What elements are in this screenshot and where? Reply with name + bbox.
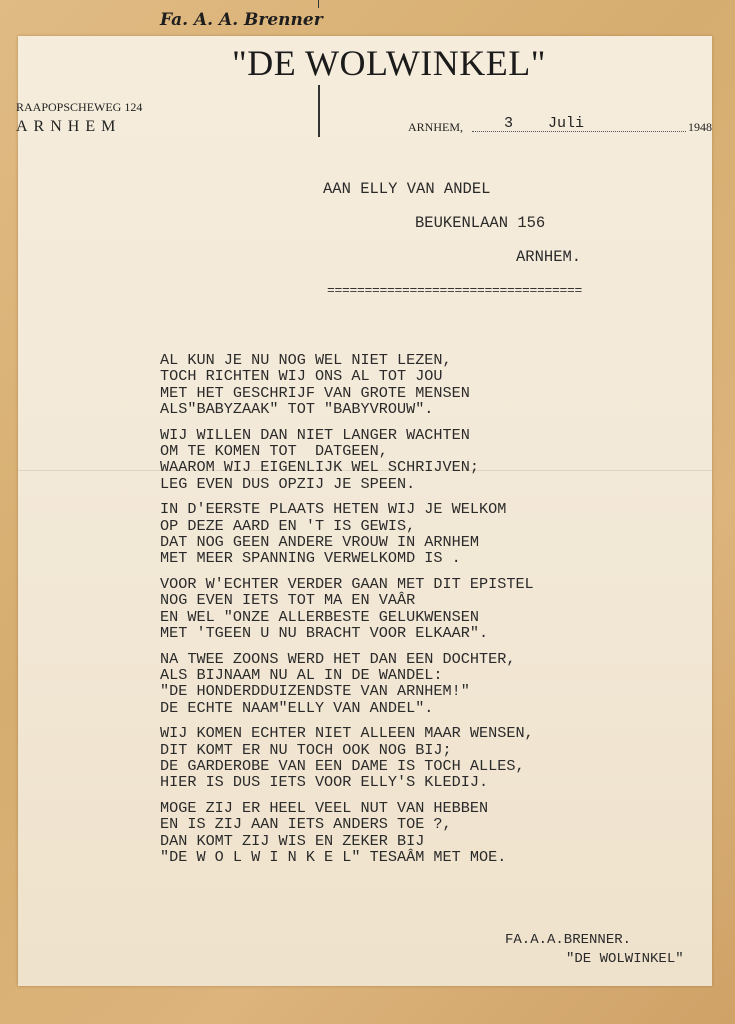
poem-line: MOGE ZIJ ER HEEL VEEL NUT VAN HEBBEN (160, 798, 489, 817)
firm-name: Fa. A. A. Brenner (160, 10, 323, 30)
poem-line: NOG EVEN IETS TOT MA EN VAÂR (160, 591, 416, 610)
poem-line: MET 'TGEEN U NU BRACHT VOOR ELKAAR". (160, 624, 489, 643)
poem-line: NA TWEE ZOONS WERD HET DAN EEN DOCHTER, (160, 649, 516, 668)
poem-line: DIT KOMT ER NU TOCH OOK NOG BIJ; (160, 740, 452, 759)
poem-line: WIJ WILLEN DAN NIET LANGER WACHTEN (160, 425, 470, 444)
poem-line: EN IS ZIJ AAN IETS ANDERS TOE ?, (160, 815, 452, 834)
stanza (160, 725, 700, 791)
date-place: ARNHEM, (408, 120, 464, 134)
letterhead-divider-top (318, 0, 319, 8)
date-month: Juli (548, 115, 585, 132)
poem-body (160, 352, 700, 874)
poem-line: AL KUN JE NU NOG WEL NIET LEZEN, (160, 351, 452, 369)
stanza (160, 576, 700, 642)
poem-line: OM TE KOMEN TOT DATGEEN, (160, 442, 388, 461)
poem-line: IN D'EERSTE PLAATS HETEN WIJ JE WELKOM (160, 500, 507, 519)
poem-line: MET HET GESCHRIJF VAN GROTE MENSEN (160, 383, 470, 402)
poem-line: DE GARDEROBE VAN EEN DAME IS TOCH ALLES, (160, 756, 525, 775)
poem-line: OP DEZE AARD EN 'T IS GEWIS, (160, 516, 416, 535)
city-name: ARNHEM (16, 118, 122, 135)
poem-line: TOCH RICHTEN WIJ ONS AL TOT JOU (160, 367, 443, 386)
poem-line: VOOR W'ECHTER VERDER GAAN MET DIT EPISTEL (160, 574, 534, 593)
poem-line: DAN KOMT ZIJ WIS EN ZEKER BIJ (160, 831, 425, 850)
date-year: 1948 (688, 120, 712, 134)
stanza (160, 352, 700, 418)
poem-line: WIJ KOMEN ECHTER NIET ALLEEN MAAR WENSEN, (160, 724, 534, 743)
stanza (160, 800, 700, 866)
recipient-name: AAN ELLY VAN ANDEL (323, 180, 491, 198)
poem-line: EN WEL "ONZE ALLERBESTE GELUKWENSEN (160, 607, 479, 626)
signature-firm: FA.A.A.BRENNER. (505, 932, 632, 948)
recipient-city: ARNHEM. (516, 248, 582, 266)
poem-line: WAAROM WIJ EIGENLIJK WEL SCHRIJVEN; (160, 458, 479, 477)
address-rule: ================================== (327, 283, 583, 298)
street-address: RAAPOPSCHEWEG 124 (16, 100, 143, 114)
poem-line: LEG EVEN DUS OPZIJ JE SPEEN. (160, 474, 416, 493)
date-day: 3 (504, 115, 514, 132)
poem-line: DAT NOG GEEN ANDERE VROUW IN ARNHEM (160, 533, 479, 552)
stanza (160, 501, 700, 567)
poem-line: "DE W O L W I N K E L" TESAÂM MET MOE. (160, 847, 507, 866)
stanza (160, 427, 700, 493)
poem-line: HIER IS DUS IETS VOOR ELLY'S KLEDIJ. (160, 773, 489, 792)
poem-line: DE ECHTE NAAM"ELLY VAN ANDEL". (160, 698, 434, 717)
poem-line: ALS BIJNAAM NU AL IN DE WANDEL: (160, 665, 443, 684)
signature-shop: "DE WOLWINKEL" (566, 951, 684, 967)
recipient-street: BEUKENLAAN 156 (415, 214, 546, 232)
letterhead-divider (318, 85, 320, 137)
stanza (160, 651, 700, 717)
shop-name: "DE WOLWINKEL" (232, 43, 546, 83)
poem-line: MET MEER SPANNING VERWELKOMD IS . (160, 549, 461, 568)
poem-line: ALS"BABYZAAK" TOT "BABYVROUW". (160, 400, 434, 419)
date-line (408, 115, 728, 138)
poem-line: "DE HONDERDDUIZENDSTE VAN ARNHEM!" (160, 682, 470, 701)
